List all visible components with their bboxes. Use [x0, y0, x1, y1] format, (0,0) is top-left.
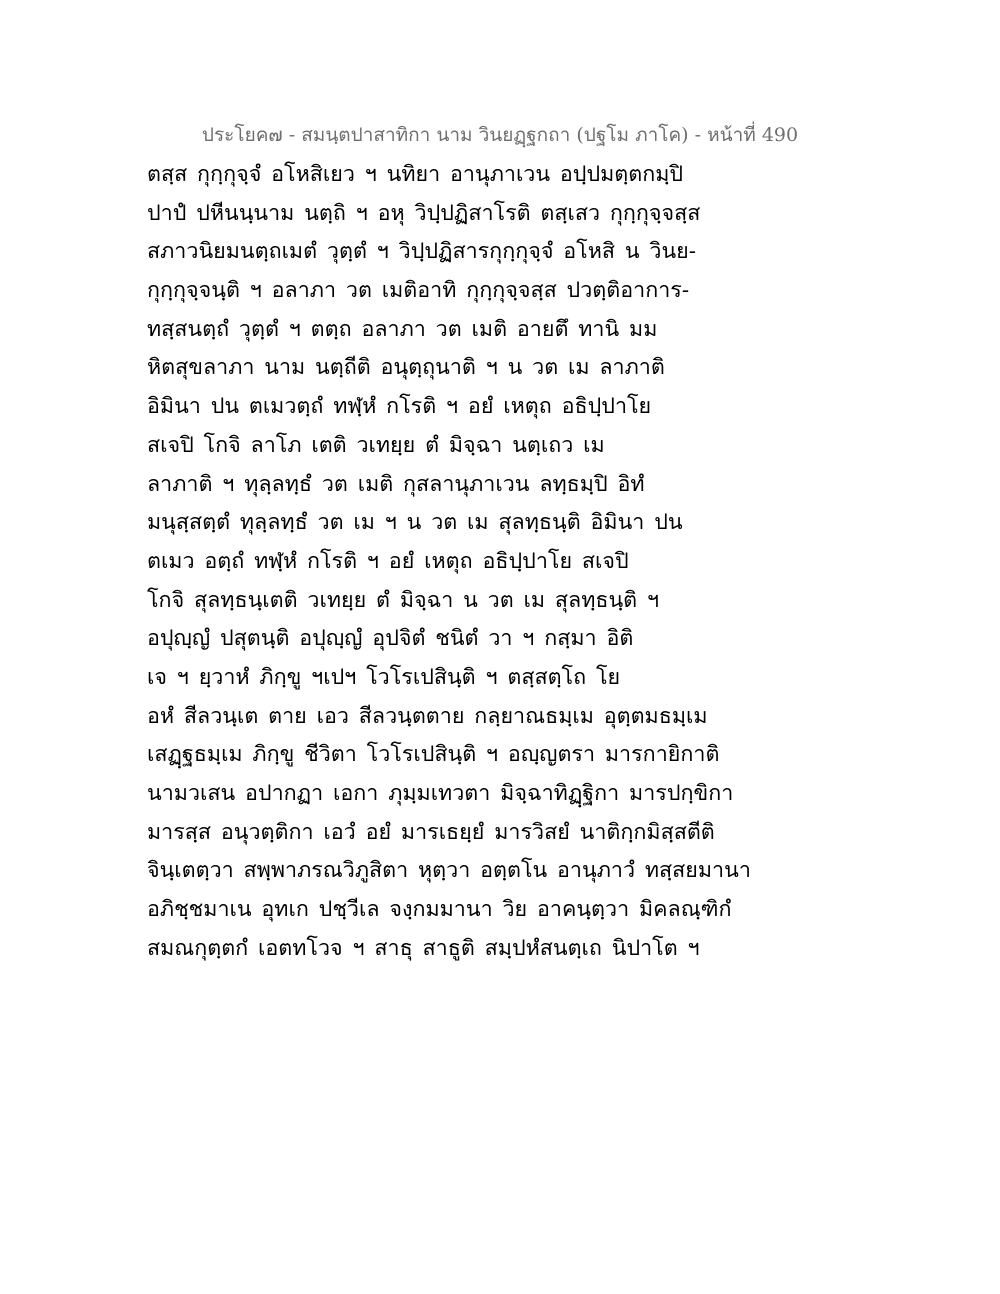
text-line: อภิชฺชมาเน อุทเก ปชฺวีเล จงฺกมมานา วิย อาคนฺตฺวา มิคลณฺฑิกํ: [147, 897, 732, 923]
text-line: มนุสฺสตฺตํ ทุลฺลทฺธํ วต เม ฯ น วต เม สุลทฺธนฺติ อิมินา ปน: [147, 510, 683, 536]
text-line: ปาปํ ปหีนนฺนาม นตฺถิ ฯ อหุ วิปฺปฏิสาโรติ ตสฺเสว กุกฺกุจฺจสฺส: [147, 200, 701, 226]
text-line: จินฺเตตฺวา สพฺพาภรณวิภูสิตา หุตฺวา อตฺตโน อานุภาวํ ทสฺสยมานา: [147, 858, 751, 884]
text-line: สเจปิ โกจิ ลาโภ เตติ วเทยฺย ตํ มิจฺฉา นตฺเถว เม: [147, 432, 605, 458]
text-line: กุกฺกุจฺจนฺติ ฯ อลาภา วต เมติอาทิ กุกฺกุจฺจสฺส ปวตฺติอาการ-: [147, 278, 690, 304]
text-line: สภาวนิยมนตฺถเมตํ วุตฺตํ ฯ วิปฺปฏิสารกุกฺกุจฺจํ อโหสิ น วินย-: [147, 239, 697, 265]
text-line: เสฏฺฐธมฺเม ภิกฺขู ชีวิตา โวโรเปสินฺติ ฯ อญฺญตรา มารกายิกาติ: [147, 742, 720, 768]
text-line: อปุญฺญํ ปสุตนฺติ อปุญฺญํ อุปจิตํ ชนิตํ วา ฯ กสฺมา อิติ: [147, 626, 634, 652]
text-line: อิมินา ปน ตเมวตฺถํ ทฬฺหํ กโรติ ฯ อยํ เหตุถ อธิปฺปาโย: [147, 394, 652, 420]
running-header: ประโยค๗ - สมนฺตปาสาทิกา นาม วินยฏฺฐกถา (ปฐโม ภาโค) - หน้าที่ 490: [201, 124, 799, 146]
text-line: อหํ สีลวนฺเต ตาย เอว สีลวนฺตตาย กลฺยาณธมฺเม อุตฺตมธมฺเม: [147, 703, 708, 729]
text-line: สมณกุตฺตกํ เอตทโวจ ฯ สาธุ สาธูติ สมฺปหํสนตฺเถ นิปาโต ฯ: [147, 935, 700, 961]
text-line: ทสฺสนตฺถํ วุตฺตํ ฯ ตตฺถ อลาภา วต เมติ อายตึ ทานิ มม: [147, 316, 658, 342]
text-line: เจ ฯ ยฺวาหํ ภิกฺขู ฯเปฯ โวโรเปสินฺติ ฯ ตสฺสตฺโถ โย: [147, 664, 621, 690]
body-text: [147, 158, 751, 970]
text-line: นามวเสน อปากฏา เอกา ภุมฺมเทวตา มิจฺฉาทิฏฺฐิกา มารปกฺขิกา: [147, 781, 734, 806]
text-line: โกจิ สุลทฺธนฺเตติ วเทยฺย ตํ มิจฺฉา น วต เม สุลทฺธนฺติ ฯ: [147, 587, 660, 613]
text-line: มารสฺส อนุวตฺติกา เอวํ อยํ มารเธยฺยํ มารวิสยํ นาติกฺกมิสฺสตีติ: [147, 819, 715, 845]
text-line: ตเมว อตฺถํ ทฬฺหํ กโรติ ฯ อยํ เหตุถ อธิปฺปาโย สเจปิ: [147, 548, 629, 574]
text-line: ลาภาติ ฯ ทุลฺลทฺธํ วต เมติ กุสลานุภาเวน ลทฺธมฺปิ อิทํ: [147, 471, 645, 497]
text-line: หิตสุขลาภา นาม นตฺถีติ อนุตฺถุนาติ ฯ น วต เม ลาภาติ: [147, 355, 665, 381]
text-line: ตสฺส กุกฺกุจฺจํ อโหสิเยว ฯ นทิยา อานุภาเวน อปฺปมตฺตกมฺปิ: [147, 162, 684, 187]
